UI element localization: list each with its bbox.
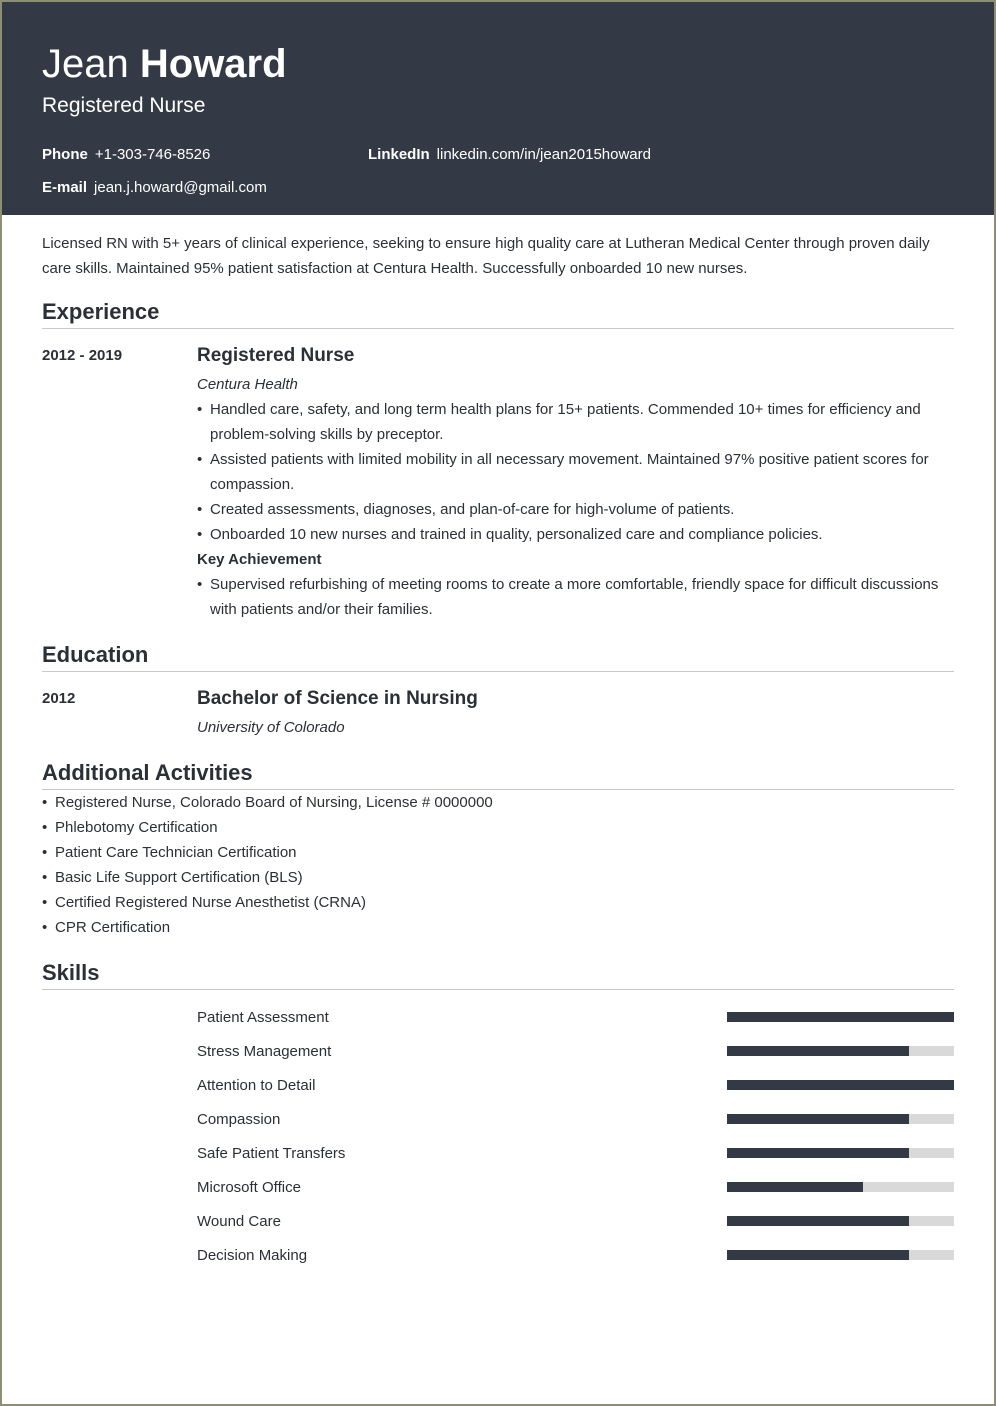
skill-bar-fill (727, 1148, 909, 1158)
linkedin-link[interactable]: linkedin.com/in/jean2015howard (436, 146, 651, 163)
skill-bar (727, 1046, 954, 1056)
list-item: • Assisted patients with limited mobility in all necessary movement. Maintained 97% positive patient scores for compassion. (197, 447, 954, 497)
list-item: • Onboarded 10 new nurses and trained in quality, personalized care and compliance policies. (197, 522, 954, 547)
phone-label: Phone (42, 146, 88, 163)
first-name: Jean (42, 42, 129, 86)
skill-name: Compassion (197, 1110, 281, 1128)
summary: Licensed RN with 5+ years of clinical experience, seeking to ensure high quality care at Lutheran Medical Center through proven daily care skills. Maintained 95% patient satisfaction at Centura Health. Successfully onboarded 10 new nurses. (42, 235, 930, 277)
skill-name: Wound Care (197, 1212, 281, 1230)
skill-name: Patient Assessment (197, 1008, 329, 1026)
skill-bar (727, 1216, 954, 1226)
list-item: • Patient Care Technician Certification (42, 840, 954, 865)
skill-name: Microsoft Office (197, 1178, 301, 1196)
linkedin-label: LinkedIn (368, 146, 430, 163)
skill-bar-fill (727, 1250, 909, 1260)
resume-header (2, 2, 994, 215)
education-degree: Bachelor of Science in Nursing (197, 688, 478, 709)
skill-bar (727, 1012, 954, 1022)
experience-heading: Experience (42, 299, 954, 329)
list-item: • Supervised refurbishing of meeting rooms to create a more comfortable, friendly space for difficult discussions with patients and/or their families. (197, 572, 954, 622)
skill-bar (727, 1148, 954, 1158)
key-achievement-bullets (197, 572, 954, 622)
contact-email (42, 179, 267, 196)
experience-org: Centura Health (197, 376, 298, 393)
skill-row (197, 1136, 954, 1170)
education-school: University of Colorado (197, 719, 345, 736)
education-year: 2012 (42, 690, 76, 707)
skill-bar-fill (727, 1182, 863, 1192)
candidate-name (42, 40, 287, 88)
experience-dates: 2012 - 2019 (42, 347, 123, 364)
job-title: Registered Nurse (42, 94, 206, 117)
skills-heading: Skills (42, 960, 954, 990)
resume-body (2, 215, 994, 1272)
skill-row (197, 1170, 954, 1204)
list-item: • Basic Life Support Certification (BLS) (42, 865, 954, 890)
contact-phone (42, 146, 210, 163)
list-item: • Registered Nurse, Colorado Board of Nursing, License # 0000000 (42, 790, 954, 815)
contact-linkedin (368, 146, 651, 163)
experience-bullets (197, 397, 954, 547)
skills-list (197, 1000, 954, 1272)
skill-row (197, 1238, 954, 1272)
list-item: • CPR Certification (42, 915, 954, 940)
skill-bar-fill (727, 1012, 954, 1022)
experience-role: Registered Nurse (197, 345, 355, 366)
skill-name: Stress Management (197, 1042, 332, 1060)
skill-bar-fill (727, 1046, 909, 1056)
skill-row (197, 1034, 954, 1068)
skill-bar-fill (727, 1216, 909, 1226)
skill-bar (727, 1114, 954, 1124)
skill-name: Attention to Detail (197, 1076, 316, 1094)
skill-bar (727, 1080, 954, 1090)
list-item: • Certified Registered Nurse Anesthetist (CRNA) (42, 890, 954, 915)
email-label: E-mail (42, 179, 88, 196)
education-entry (42, 686, 954, 740)
skill-bar-fill (727, 1080, 954, 1090)
skill-row (197, 1204, 954, 1238)
phone-value: +1-303-746-8526 (94, 146, 211, 163)
education-detail (197, 686, 954, 740)
activities-heading: Additional Activities (42, 760, 954, 790)
list-item: • Handled care, safety, and long term health plans for 15+ patients. Commended 10+ times for efficiency and problem-solving skills by preceptor. (197, 397, 954, 447)
skill-row (197, 1000, 954, 1034)
experience-detail (197, 343, 954, 622)
education-heading: Education (42, 642, 954, 672)
activities-list (42, 790, 954, 940)
skill-bar-fill (727, 1114, 909, 1124)
key-achievement-heading: Key Achievement (197, 551, 322, 568)
skill-bar (727, 1182, 954, 1192)
skill-name: Decision Making (197, 1246, 308, 1264)
skill-name: Safe Patient Transfers (197, 1144, 346, 1162)
last-name: Howard (139, 42, 287, 86)
skill-bar (727, 1250, 954, 1260)
email-link[interactable]: jean.j.howard@gmail.com (94, 179, 267, 196)
list-item: • Phlebotomy Certification (42, 815, 954, 840)
skill-row (197, 1102, 954, 1136)
skill-row (197, 1068, 954, 1102)
experience-entry (42, 343, 954, 622)
list-item: • Created assessments, diagnoses, and plan-of-care for high-volume of patients. (197, 497, 954, 522)
